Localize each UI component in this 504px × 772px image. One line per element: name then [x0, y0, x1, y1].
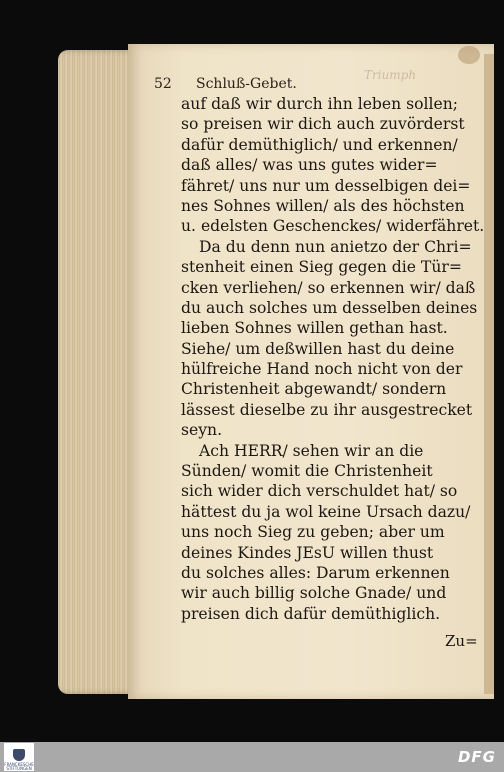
text-line: du auch solches um desselben deines — [181, 298, 478, 317]
text-line: Sünden/ womit die Christenheit — [181, 462, 433, 481]
text-line: so preisen wir dich auch zuvörderst — [181, 115, 465, 134]
logo-line: STIFTUNGEN — [6, 766, 32, 771]
text-line: preisen dich dafür demüthiglich. — [181, 604, 441, 623]
text-line: fähret/ uns nur um desselbigen dei= — [181, 176, 471, 195]
text-line: auf daß wir durch ihn leben sollen; — [181, 95, 459, 113]
text-line: Ach HERR/ sehen wir an die — [199, 441, 424, 460]
text-line: du solches alles: Darum erkennen — [181, 563, 450, 582]
text-line: Christenheit abgewandt/ sondern — [181, 380, 447, 399]
text-line: hättest du ja wol keine Ursach dazu/ — [181, 502, 471, 521]
catchword: Zu= — [445, 632, 478, 650]
text-line: deines Kindes JEsU willen thust — [181, 543, 434, 562]
text-line: daß alles/ was uns gutes wider= — [181, 156, 438, 175]
page-number: 52 — [154, 76, 172, 92]
footer-bar — [0, 742, 504, 772]
text-line: uns noch Sieg zu geben; aber um — [181, 523, 445, 542]
text-line: u. edelsten Geschenckes/ widerfähret. — [181, 217, 485, 236]
dfg-logo: DFG — [457, 748, 496, 766]
crest-icon — [13, 749, 25, 761]
text-line: hülfreiche Hand noch nicht von der — [181, 360, 463, 379]
page-edges — [58, 50, 138, 694]
page-header — [154, 76, 424, 94]
text-line: nes Sohnes willen/ als des höchsten — [181, 196, 465, 215]
francke-logo — [4, 743, 34, 771]
logo-line: FRANCKESCHE — [4, 762, 34, 767]
text-line: dafür demüthiglich/ und erkennen/ — [181, 135, 458, 154]
text-line: sich wider dich verschuldet hat/ so — [181, 482, 458, 501]
running-title: Schluß-Gebet. — [196, 76, 297, 92]
text-line: wir auch billig solche Gnade/ und — [181, 584, 447, 603]
text-line: cken verliehen/ so erkennen wir/ daß — [181, 278, 476, 297]
text-line: seyn. — [181, 421, 223, 440]
paper-stain — [458, 46, 480, 64]
show-through-text: Triumph — [364, 68, 417, 82]
text-line: stenheit einen Sieg gegen die Tür= — [181, 258, 462, 277]
text-line: lieben Sohnes willen gethan hast. — [181, 319, 448, 338]
text-line: Da du denn nun anietzo der Chri= — [199, 237, 472, 256]
text-line: lässest dieselbe zu ihr ausgestrecket — [181, 400, 473, 419]
next-page-edge — [484, 54, 494, 694]
text-line: Siehe/ um deßwillen hast du deine — [181, 339, 455, 358]
page-text — [181, 94, 485, 624]
